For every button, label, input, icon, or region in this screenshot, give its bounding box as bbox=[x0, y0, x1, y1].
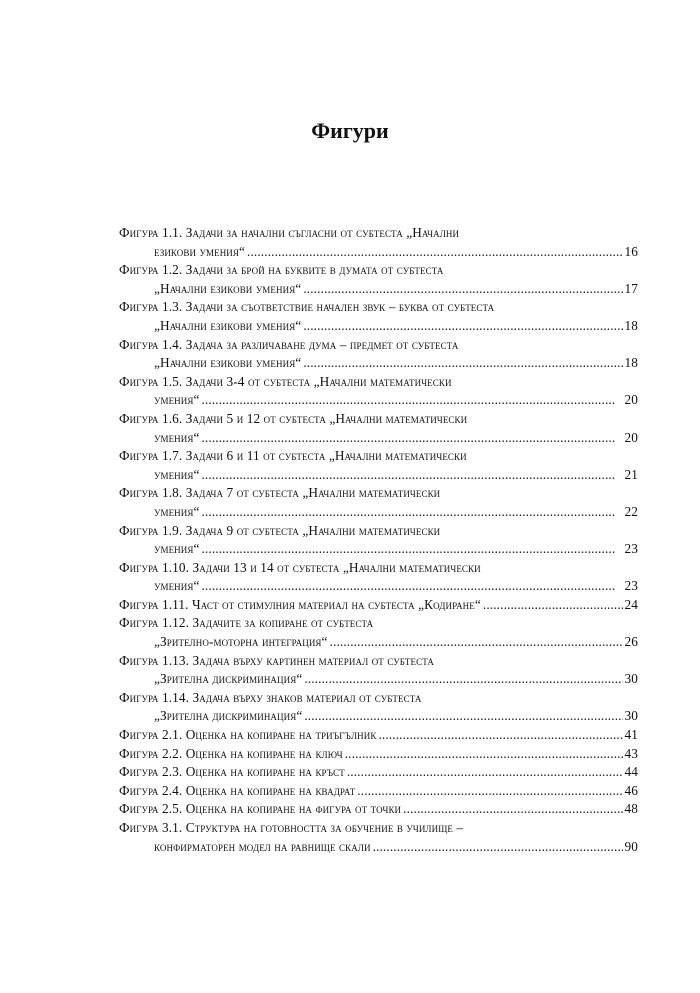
figure-caption-continued: „Начални езикови умения“ bbox=[154, 280, 302, 296]
figure-list-item[interactable] bbox=[119, 726, 638, 745]
figure-caption: Фигура 1.12. Задачите за копиране от субтеста bbox=[119, 615, 374, 631]
page-number: 43 bbox=[624, 745, 638, 761]
dot-leader bbox=[373, 838, 623, 857]
dot-leader bbox=[378, 726, 622, 745]
figure-caption: Фигура 1.3. Задачи за съответствие начален звук – буква от субтеста bbox=[119, 299, 495, 315]
figure-caption-continued: умения“ bbox=[154, 578, 200, 594]
page-number: 23 bbox=[624, 541, 638, 557]
dot-leader bbox=[303, 317, 622, 336]
figure-caption: Фигура 1.8. Задача 7 от субтеста „Начални математически bbox=[119, 485, 441, 501]
page-number: 21 bbox=[624, 466, 638, 482]
figure-list-item[interactable] bbox=[119, 336, 638, 373]
dot-leader bbox=[483, 596, 623, 615]
figure-list-item[interactable] bbox=[119, 763, 638, 782]
figure-caption: Фигура 1.11. Част от стимулния материал на субтеста „Кодиране“ bbox=[119, 596, 481, 612]
page-number: 23 bbox=[624, 578, 638, 594]
figure-caption-continued: „Зрително-моторна интеграция“ bbox=[154, 634, 328, 650]
page-number: 16 bbox=[624, 243, 638, 259]
figure-list-item[interactable] bbox=[119, 614, 638, 651]
page-number: 90 bbox=[624, 838, 638, 854]
page-number: 20 bbox=[624, 392, 638, 408]
page-number: 30 bbox=[624, 671, 638, 687]
figure-caption: Фигура 1.1. Задачи за начални съгласни от субтеста „Начални bbox=[119, 225, 460, 240]
table-of-figures bbox=[119, 224, 638, 856]
figure-list-item[interactable] bbox=[119, 484, 638, 521]
figure-list-item[interactable] bbox=[119, 689, 638, 726]
figure-caption-continued: конфирматорен модел на равнище скали bbox=[154, 838, 371, 854]
page-number: 44 bbox=[624, 764, 638, 780]
page-title: Фигури bbox=[311, 118, 389, 143]
dot-leader bbox=[304, 707, 622, 726]
figure-list-item[interactable] bbox=[119, 224, 638, 261]
figure-list-item[interactable] bbox=[119, 522, 638, 559]
page-number: 18 bbox=[624, 317, 638, 333]
figure-caption: Фигура 1.5. Задачи 3-4 от субтеста „Начални математически bbox=[119, 373, 452, 389]
dot-leader bbox=[201, 391, 622, 410]
page-number: 41 bbox=[624, 727, 638, 743]
figure-caption: Фигура 1.6. Задачи 5 и 12 от субтеста „Начални математически bbox=[119, 410, 468, 426]
dot-leader bbox=[357, 782, 622, 801]
figure-caption: Фигура 2.3. Оценка на копиране на кръст bbox=[119, 764, 345, 780]
figure-caption: Фигура 3.1. Структура на готовността за обучение в училище – bbox=[119, 820, 464, 835]
figure-list-item[interactable] bbox=[119, 559, 638, 596]
figure-list-item[interactable] bbox=[119, 652, 638, 689]
figure-list-item[interactable] bbox=[119, 373, 638, 410]
figure-caption-continued: „Зрителна дискриминация“ bbox=[154, 708, 303, 724]
dot-leader bbox=[345, 745, 623, 764]
figure-caption: Фигура 1.9. Задача 9 от субтеста „Начални математически bbox=[119, 522, 441, 538]
figure-caption-continued: езикови умения“ bbox=[154, 243, 245, 259]
page-number: 17 bbox=[624, 280, 638, 296]
page-number: 24 bbox=[624, 596, 638, 612]
figure-caption: Фигура 2.1. Оценка на копиране на триъгълник bbox=[119, 727, 377, 743]
page-number: 30 bbox=[624, 708, 638, 724]
page-number: 26 bbox=[624, 634, 638, 650]
page-number: 20 bbox=[624, 429, 638, 445]
dot-leader bbox=[201, 503, 622, 522]
dot-leader bbox=[201, 466, 622, 485]
figure-caption-continued: „Начални езикови умения“ bbox=[154, 317, 302, 333]
figure-caption: Фигура 1.4. Задача за различаване дума – предмет от субтеста bbox=[119, 336, 459, 352]
page-number: 18 bbox=[624, 355, 638, 371]
dot-leader bbox=[201, 429, 622, 448]
figure-list-item[interactable] bbox=[119, 782, 638, 801]
figure-caption: Фигура 2.5. Оценка на копиране на фигура от точки bbox=[119, 801, 402, 817]
figure-caption-continued: умения“ bbox=[154, 429, 200, 445]
page-number: 22 bbox=[624, 503, 638, 519]
figure-list-item[interactable] bbox=[119, 410, 638, 447]
dot-leader bbox=[201, 540, 622, 559]
figure-caption-continued: „Зрителна дискриминация“ bbox=[154, 671, 303, 687]
figure-caption-continued: „Начални езикови умения“ bbox=[154, 355, 302, 371]
figure-caption: Фигура 2.4. Оценка на копиране на квадрат bbox=[119, 782, 356, 798]
figure-caption: Фигура 1.2. Задачи за брой на буквите в думата от субтеста bbox=[119, 262, 444, 278]
figure-list-item[interactable] bbox=[119, 298, 638, 335]
dot-leader bbox=[247, 243, 623, 262]
figure-caption: Фигура 1.13. Задача върху картинен материал от субтеста bbox=[119, 652, 434, 668]
dot-leader bbox=[403, 800, 622, 819]
dot-leader bbox=[201, 577, 622, 596]
figure-list-item[interactable] bbox=[119, 596, 638, 615]
page-number: 48 bbox=[624, 801, 638, 817]
dot-leader bbox=[303, 354, 622, 373]
figure-caption: Фигура 1.10. Задачи 13 и 14 от субтеста „Начални математически bbox=[119, 559, 481, 575]
dot-leader bbox=[347, 763, 623, 782]
figure-caption-continued: умения“ bbox=[154, 503, 200, 519]
figure-caption: Фигура 1.14. Задача върху знаков материал от субтеста bbox=[119, 689, 422, 705]
figure-caption-continued: умения“ bbox=[154, 466, 200, 482]
figure-list-item[interactable] bbox=[119, 261, 638, 298]
figure-list-item[interactable] bbox=[119, 447, 638, 484]
figure-caption-continued: умения“ bbox=[154, 392, 200, 408]
page-number: 46 bbox=[624, 782, 638, 798]
figure-caption: Фигура 1.7. Задачи 6 и 11 от субтеста „Начални математически bbox=[119, 448, 467, 464]
figure-caption: Фигура 2.2. Оценка на копиране на ключ bbox=[119, 745, 343, 761]
figure-list-item[interactable] bbox=[119, 819, 638, 856]
figure-list-item[interactable] bbox=[119, 800, 638, 819]
figure-caption-continued: умения“ bbox=[154, 541, 200, 557]
figure-list-item[interactable] bbox=[119, 745, 638, 764]
dot-leader bbox=[330, 633, 623, 652]
dot-leader bbox=[303, 280, 622, 299]
dot-leader bbox=[304, 670, 622, 689]
